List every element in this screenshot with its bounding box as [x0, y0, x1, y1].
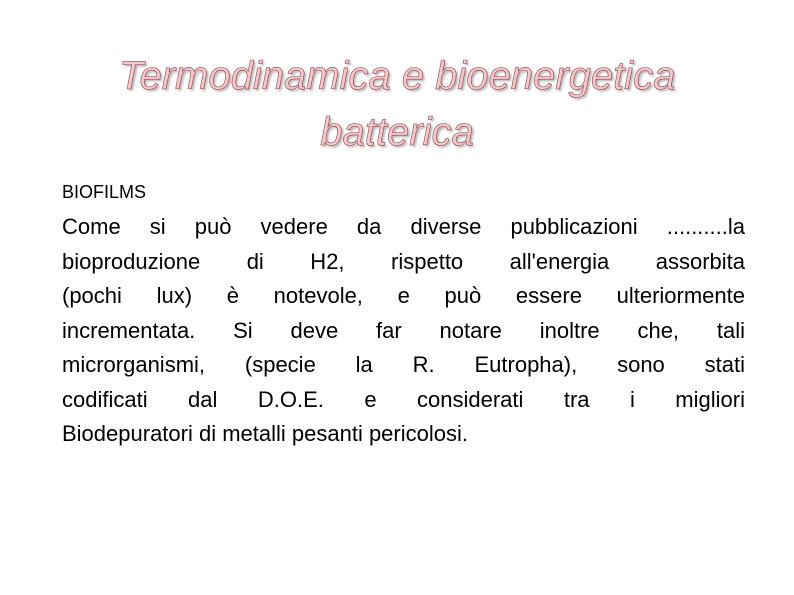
- body-line: (pochi lux) è notevole, e può essere ulteriormente: [62, 283, 745, 308]
- body-paragraph: [62, 210, 745, 452]
- title-line-1: Termodinamica e bioenergetica: [118, 54, 676, 98]
- slide-title: [40, 48, 754, 160]
- body-line: Biodepuratori di metalli pesanti pericolosi.: [62, 421, 468, 446]
- body-line: codificati dal D.O.E. e considerati tra i migliori: [62, 386, 745, 412]
- body-line: bioproduzione di H2, rispetto all'energia assorbita: [62, 248, 745, 274]
- body-line: incrementata. Si deve far notare inoltre che, tali: [62, 317, 745, 343]
- body-line: microrganismi, (specie la R. Eutropha), sono stati: [62, 352, 745, 377]
- title-line-2: batterica: [320, 110, 474, 154]
- body-line: Come si può vedere da diverse pubblicazioni ..........la: [62, 214, 745, 239]
- section-heading: BIOFILMS: [62, 182, 147, 202]
